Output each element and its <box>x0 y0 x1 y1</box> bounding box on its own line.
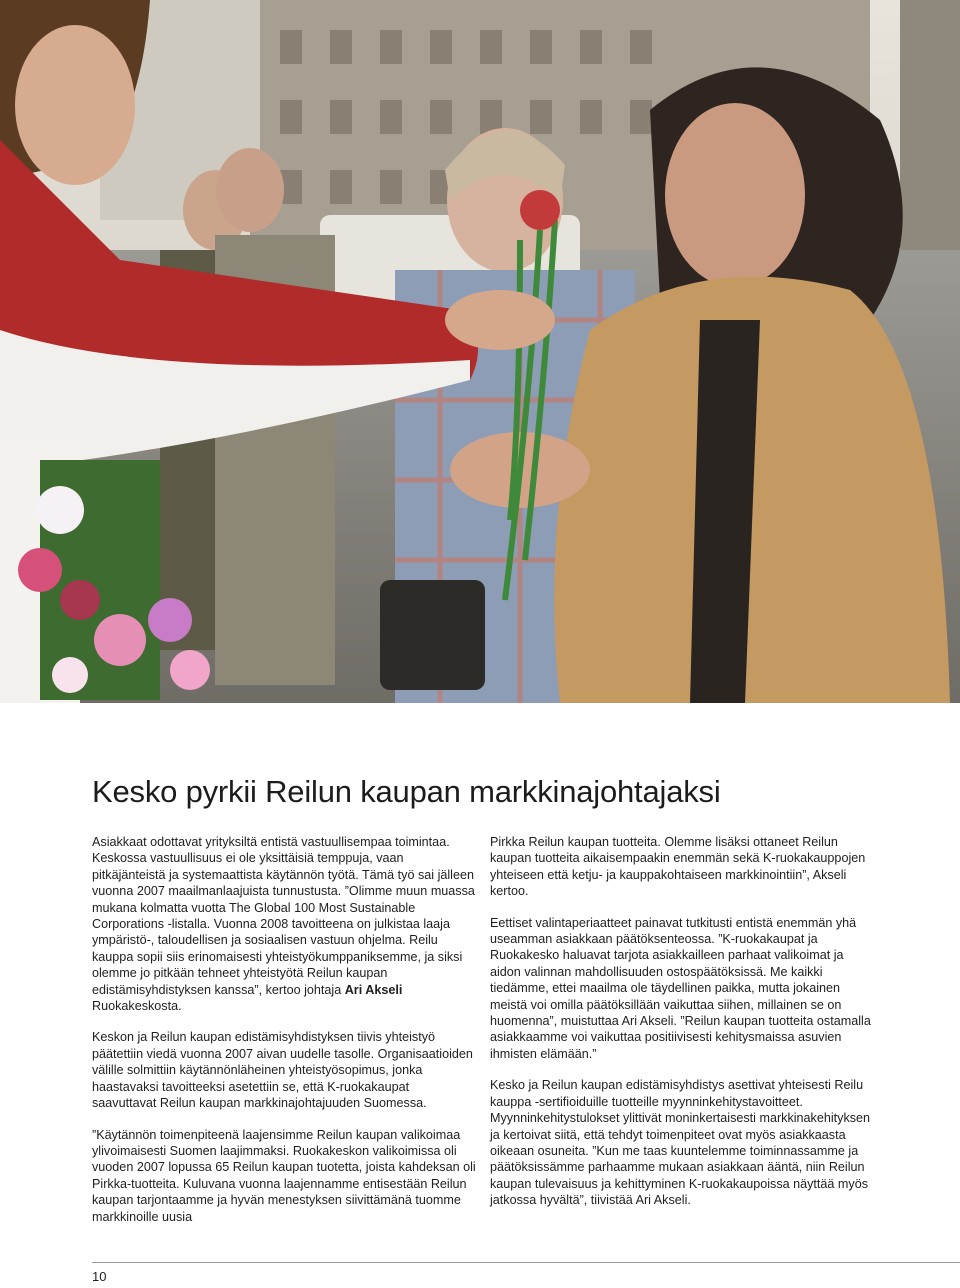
left-column <box>92 834 476 1240</box>
right-column <box>490 834 874 1224</box>
left-paragraph-2: Keskon ja Reilun kaupan edistämisyhdistyksen tiivis yhteistyö päätettiin viedä vuonna 2007 aivan uudelle tasolle. Organisaatioiden välille solmittiin käytännönläheinen yhteistyösopimus, jonka haastavaksi tavoitteeksi asetettiin se, että K-ruokakaupat saavuttavat Reilun kaupan markkinajohtajuuden Suomessa. <box>92 1030 473 1111</box>
footer-rule <box>92 1262 960 1263</box>
woman-right-face <box>665 103 805 287</box>
article-headline: Kesko pyrkii Reilun kaupan markkinajohtajaksi <box>92 774 721 809</box>
left-paragraph-1 <box>92 834 476 1014</box>
right-paragraph-3: Kesko ja Reilun kaupan edistämisyhdistys asettivat yhteisesti Reilu kauppa -sertifioiduille tuotteille myynninkehitystavoitteet. Myynninkehitystulokset ylittivät moninkertaisesti markkinakehityksen ja kertoivat siitä, että tehdyt toimenpiteet ovat myös asiakkaasta oikeaan osuneita. ”Kun me taas kuuntelemme toiminnassamme ja päätöksissämme parhaamme mukaan asiakkaan ääntä, niin Reilun kaupan tulevaisuus ja kehittyminen K-ruokakaupoissa näyttää myös jatkossa hyvältä”, tiivistää Ari Akseli. <box>490 1078 871 1208</box>
red-rose <box>520 190 560 230</box>
black-bag <box>380 580 485 690</box>
right-paragraph-1: Pirkka Reilun kaupan tuotteita. Olemme lisäksi ottaneet Reilun kaupan tuotteita aikaisempaakin enemmän sekä K-ruokakauppojen yhteiseen että ketju- ja kauppakohtaiseen markkinointiin”, Akseli kertoo. <box>490 835 866 899</box>
page-number: 10 <box>92 1269 107 1284</box>
right-paragraph-2: Eettiset valintaperiaatteet painavat tutkitusti entistä enemmän yhä useamman asiakkaan päätöksenteossa. ”K-ruokakaupat ja Ruokakesko haluavat tarjota asiakkailleen parhaat valikoimat ja aidon valinnan mahdollisuuden ostospäätöksissä. Me kaikki tiedämme, ettei maailma ole täydellinen paikka, mutta jokainen meistä voi omilla päätöksillään vaikuttaa siihen, millainen se on huomenna”, muistuttaa Ari Akseli. ”Reilun kaupan tuotteita ostamalla asiakkaamme voi vaikuttaa positiivisesti kehitysmaissa asuvien ihmisten elämään.” <box>490 915 871 1061</box>
left-paragraph-1-tail: Ruokakeskosta. <box>92 999 182 1014</box>
woman-left-face <box>15 25 135 185</box>
left-paragraph-1-text: Asiakkaat odottavat yrityksiltä entistä vastuullisempaa toimintaa. Keskossa vastuullisuus ei ole yksittäisiä temppuja, vaan pitkäjänteistä ja systemaattista käytännön työtä. Tämä työ sai jälleen vuonna 2007 maailmanlaajuista tunnustusta. ”Olimme muun muassa mukana kolmatta vuotta The Global 100 Most Sustainable Corporations -listalla. Vuonna 2008 tavoitteena on julkistaa laaja ympäristö-, taloudellisen ja sosiaalisen vastuun ohjelma. Reilu kauppa sopii siis erinomaisesti yhteistyökumppaniksemme, ja siksi olemme jo pitkään tehneet yhteistyötä Reilun kaupan edistämisyhdistyksen kanssa”, kertoo johtaja <box>92 835 475 997</box>
person-name: Ari Akseli <box>344 982 403 997</box>
left-paragraph-3: ”Käytännön toimenpiteenä laajensimme Reilun kaupan valikoimaa ylivoimaisesti Suomen laajimmaksi. Ruokakeskon valikoimissa oli vuoden 2007 lopussa 65 Reilun kaupan tuotetta, joista kahdeksan oli Pirkka-tuotteita. Kuluvana vuonna laajennamme entisestään Reilun kaupan tarjontaamme ja hyvän menestyksen siivittämänä tuomme markkinoille uusia <box>92 1127 476 1224</box>
